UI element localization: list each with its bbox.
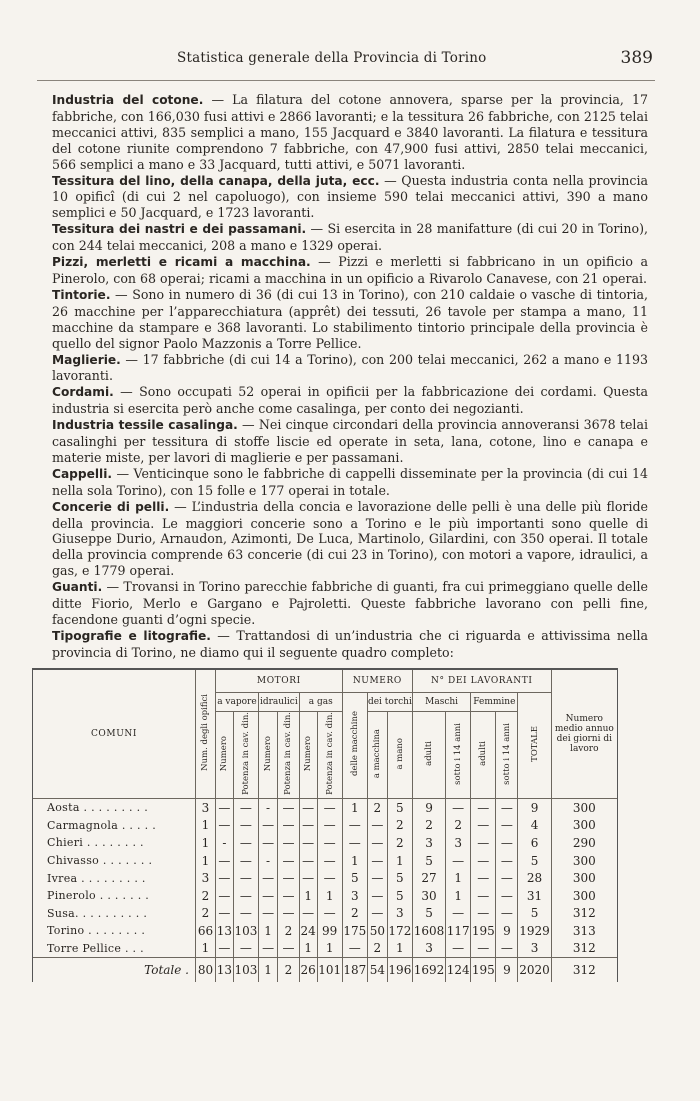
paragraph-body: — L’industria della concia e lavorazione delle pelli è una delle più floride della provincia. Le maggiori concerie sono a Torino e le più importanti sono quelle di Giuseppe Durio, Arnaudon, Azimonti, De Luca, Martinolo, Gilardini, con 350 operai. Il totale della provincia comprende 63 concerie (di cui 23 in Torino), con motori a vapore, idraulici, a gas, e 1779 operai. [52,498,648,579]
table-cell: — [446,852,471,870]
table-cell: 1 [446,869,471,887]
table-cell: — [233,887,258,905]
table-cell: 99 [317,922,342,940]
paragraph-heading: Tessitura del lino, della canapa, della juta, ecc. [52,173,380,188]
paragraph [52,417,648,466]
table-row [33,834,618,852]
page-number: 389 [620,48,653,68]
table-cell: 1 [195,817,215,835]
table-cell: — [496,887,518,905]
motori-idraulici: idraulici [258,693,299,712]
table-cell: 1 [299,887,317,905]
femmine-header: Femmine [471,693,518,712]
table-row [33,904,618,922]
paragraph [52,466,648,499]
gas-potenza: Potenza in cav. din. [317,712,342,799]
table-cell: — [215,904,233,922]
total-cell: 101 [317,958,342,983]
table-cell: 5 [342,869,367,887]
table-row [33,852,618,870]
table-row [33,798,618,816]
total-cell: 195 [471,958,496,983]
table-cell: 1 [446,887,471,905]
table-cell: 30 [412,887,445,905]
paragraph-heading: Tipografie e litografie. [52,628,211,643]
paragraph-heading: Guanti. [52,580,103,595]
table-cell: — [367,817,387,835]
table-cell: 3 [342,887,367,905]
numero-header: NUMERO [342,669,412,693]
table-cell: 300 [551,887,617,905]
total-cell: 103 [233,958,258,983]
table-cell: 1 [342,798,367,816]
table-cell: — [215,940,233,958]
table-cell: 2 [367,798,387,816]
total-cell: 26 [299,958,317,983]
table-cell: 3 [446,834,471,852]
table-cell: — [299,798,317,816]
table-cell: — [299,817,317,835]
table-cell: — [367,834,387,852]
femmine-adulte: adulti [471,712,496,799]
table-cell: 2 [278,922,300,940]
table-cell: 5 [387,798,412,816]
table-cell: — [496,852,518,870]
total-label: Totale . [33,958,196,983]
comune-name: Torre Pellice . . . [33,940,196,958]
table-cell: 1 [317,887,342,905]
table-cell: — [471,887,496,905]
paragraph-body: — La filatura del cotone annovera, sparse per la provincia, 17 fabbriche, con 166,030 fusi attivi e 2866 lavoranti; e la tessitura 26 fabbriche, con 2125 telai meccanici attivi, 835 semplici a mano, 155 Jacquard e 3840 lavoranti. La filatura e tessitura del cotone riunite comprendono 7 fabbriche, con 47,900 fusi attivi, 2850 telai meccanici, 566 semplici a mano e 33 Jacquard, tutti attivi, e 5071 lavoranti. [52,92,648,172]
comune-name: Susa. . . . . . . . . . [33,904,196,922]
total-cell: 124 [446,958,471,983]
table-row [33,887,618,905]
table-cell: — [278,904,300,922]
table-cell: 117 [446,923,470,938]
macchine-header: delle macchine [342,693,367,799]
table-cell: — [367,852,387,870]
table-cell: — [446,904,471,922]
total-cell: 13 [215,958,233,983]
table-cell: 27 [412,869,445,887]
running-title: Statistica generale della Provincia di Torino [177,50,487,66]
total-cell: 187 [342,958,367,983]
table-cell: 66 [195,922,215,940]
idraulici-potenza: Potenza in cav. din. [278,712,300,799]
table-cell: 9 [496,922,518,940]
table-row [33,922,618,940]
paragraph [52,579,648,628]
table-cell: 9 [412,798,445,816]
totale-header: TOTALE [518,693,551,799]
table-cell: 4 [518,817,551,835]
table-cell: 300 [551,852,617,870]
table-cell: — [342,834,367,852]
table-cell: 300 [551,798,617,816]
paragraph-heading: Tessitura dei nastri e dei passamani. [52,222,307,237]
table-cell: 2 [342,904,367,922]
table-cell: — [496,834,518,852]
table-cell: 13 [216,923,233,938]
table-cell: — [215,869,233,887]
table-cell: — [317,798,342,816]
total-cell: 80 [195,958,215,983]
vapore-potenza: Potenza in cav. din. [233,712,258,799]
total-cell: 2020 [518,958,551,983]
table-cell: — [258,887,277,905]
torchi-macchina: a macchina [367,712,387,799]
table-cell: — [233,834,258,852]
table-cell: — [471,798,496,816]
table-cell: — [317,817,342,835]
table-cell: — [367,904,387,922]
paragraph-heading: Maglierie. [52,352,121,367]
table-cell: — [496,904,518,922]
paragraph [52,254,648,287]
table-cell: 312 [551,940,617,958]
table-cell: 2 [387,834,412,852]
table-cell: 1 [195,852,215,870]
table-cell: - [258,798,277,816]
table-cell: 5 [387,887,412,905]
torchi-mano: a mano [387,712,412,799]
table-cell: 300 [551,869,617,887]
table-cell: — [278,798,300,816]
comune-name: Chieri . . . . . . . . [33,834,196,852]
table-cell: 300 [551,817,617,835]
maschi-adulti: adulti [412,712,445,799]
table-cell: — [278,887,300,905]
table-body [33,798,618,982]
page-header [37,40,655,81]
idraulici-numero: Numero [258,712,277,799]
table-cell: — [299,869,317,887]
paragraph-body: — Si esercita in 28 manifatture (di cui 20 in Torino), con 244 telai meccanici, 208 a mano e 1329 operai. [52,221,648,254]
table-cell: — [215,852,233,870]
comune-name: Chivasso . . . . . . . [33,852,196,870]
motori-header: MOTORI [215,669,342,693]
table-cell: - [258,852,277,870]
table-cell: 50 [367,922,387,940]
table-cell: — [258,904,277,922]
table-cell: 24 [300,923,316,938]
paragraph [52,287,648,352]
table-cell: 2 [195,887,215,905]
table-cell: 2 [412,817,445,835]
table-cell: 5 [518,852,551,870]
paragraph [52,92,648,173]
table-cell: 1 [299,940,317,958]
paragraph-body: — Trovansi in Torino parecchie fabbriche di guanti, fra cui primeggiano quelle delle ditte Fiorio, Merlo e Gargano e Pajroletti. Queste fabbriche lavorano con pelli fine, facendone guanti d’ogni specie. [52,579,648,627]
table-cell: 313 [551,922,617,940]
paragraph-heading: Tintorie. [52,287,111,302]
paragraph-body: — Questa industria conta nella provincia 10 opificî (di cui 2 nel capoluogo), con insieme 590 telai meccanici attivi, 390 a mano semplici e 50 Jacquard, e 1723 lavoranti. [52,172,649,221]
table-cell: 1 [387,852,412,870]
table-cell: — [215,817,233,835]
table-cell: — [278,852,300,870]
table-cell: — [258,940,277,958]
table-cell: 2 [387,817,412,835]
paragraph [52,384,648,417]
comune-name: Aosta . . . . . . . . . [33,798,196,816]
table-cell: — [215,887,233,905]
table-cell: — [317,852,342,870]
gas-numero: Numero [299,712,317,799]
table-cell: 1 [195,834,215,852]
femmine-sotto14: sotto i 14 anni [496,712,518,799]
paragraph-body: — Sono in numero di 36 (di cui 13 in Torino), con 210 caldaie o vasche di tintoria, 26 macchine per l’apparecchiatura (apprêt) dei tessuti, 26 tavole per stampa a mano, 11 macchine da stampare e 368 lavoranti. Lo stabilimento tintorio principale della provincia è quello del signor Paolo Mazzonis a Torre Pellice. [52,286,648,351]
table-cell: 195 [471,923,495,938]
table-cell: 1929 [519,923,550,938]
body-text [52,92,648,661]
table-cell: — [233,852,258,870]
torchi-header: dei torchi [367,693,412,712]
paragraph [52,499,648,580]
lavoranti-header: N° DEI LAVORANTI [412,669,551,693]
total-cell: 1 [258,958,277,983]
table-cell: — [471,869,496,887]
total-row [33,958,618,983]
paragraph-heading: Industria tessile casalinga. [52,418,238,433]
table-row [33,817,618,835]
comuni-header: COMUNI [33,669,196,798]
table-cell: — [342,940,367,958]
table-cell: — [258,834,277,852]
table-cell: - [215,834,233,852]
table-cell: — [258,869,277,887]
table-cell: — [278,834,300,852]
table-cell: 3 [195,869,215,887]
paragraph-body: — Pizzi e merletti si fabbricano in un opificio a Pinerolo, con 68 operai; ricami a macchina in un opificio a Rivarolo Canavese, con 21 operai. [52,254,648,286]
table-cell: — [342,817,367,835]
table-cell: 2 [367,940,387,958]
table-cell: — [233,869,258,887]
maschi-sotto14: sotto i 14 anni [446,712,471,799]
table-cell: — [471,817,496,835]
table-cell: — [278,940,300,958]
table-cell: — [317,834,342,852]
num-opifici-header: Num. degli opifici [195,669,215,798]
table-cell: 9 [518,798,551,816]
table-cell: — [446,940,471,958]
vapore-numero: Numero [215,712,233,799]
total-cell: 54 [367,958,387,983]
table-cell: 175 [343,923,367,938]
total-cell: 312 [551,958,617,983]
table-cell: — [299,852,317,870]
motori-gas: a gas [299,693,342,712]
table-cell: — [446,798,471,816]
paragraph-body: — Sono occupati 52 operai in opificii per la fabbricazione dei cordami. Questa industria si esercita però anche come casalinga, per conto dei negozianti. [52,384,648,417]
table-cell: 2 [446,817,471,835]
total-cell: 196 [387,958,412,983]
paragraph-heading: Pizzi, merletti e ricami a macchina. [52,255,311,270]
table-cell: 3 [412,834,445,852]
paragraph-body: — Trattandosi di un’industria che ci riguarda e attivissima nella provincia di Torino, ne diamo qui il seguente quadro completo: [52,627,649,660]
paragraph-body: — 17 fabbriche (di cui 14 a Torino), con 200 telai meccanici, 262 a mano e 1193 lavoranti. [52,351,648,384]
table-cell: — [299,904,317,922]
table-cell: 1 [195,940,215,958]
table-cell: 1 [258,922,277,940]
paragraph-heading: Concerie di pelli. [52,499,170,514]
table-cell: — [317,869,342,887]
total-cell: 2 [278,958,300,983]
table-cell: — [471,904,496,922]
table-cell: — [233,817,258,835]
table-cell: — [471,940,496,958]
table-cell: — [496,869,518,887]
table-cell: — [215,798,233,816]
table-cell: 172 [388,923,412,938]
paragraph-body: — Venticinque sono le fabbriche di cappelli disseminate per la provincia (di cui 14 nella sola Torino), con 15 folle e 177 operai in totale. [52,465,648,498]
paragraph-heading: Cappelli. [52,466,113,481]
table-cell: — [367,869,387,887]
table-cell: 1608 [413,923,445,938]
table-cell: — [233,798,258,816]
paragraph-body: — Nei cinque circondari della provincia annoveransi 3678 telai casalinghi per tessitura di stoffe liscie ed operate in seta, lana, cotone, lino e canapa e materie miste, per lavori di maglierie e per passamani. [52,417,648,465]
table-cell: 3 [195,798,215,816]
paragraph [52,173,648,222]
table-cell: 103 [234,923,258,938]
paragraph [52,628,648,661]
table-cell: 290 [551,834,617,852]
comune-name: Carmagnola . . . . . [33,817,196,835]
table-cell: — [233,904,258,922]
table-cell: — [367,887,387,905]
table-cell: 3 [412,940,445,958]
paragraph [52,221,648,254]
table-cell: — [496,940,518,958]
table-cell: 5 [412,852,445,870]
table-cell: — [278,869,300,887]
comune-name: Pinerolo . . . . . . . [33,887,196,905]
printing-statistics-table [32,668,618,982]
table-cell: — [317,904,342,922]
table-cell: 5 [412,904,445,922]
comune-name: Ivrea . . . . . . . . . [33,869,196,887]
table-cell: — [233,940,258,958]
table-cell: 312 [551,904,617,922]
table-cell: 1 [387,940,412,958]
table-cell: 6 [518,834,551,852]
table-cell: 2 [195,904,215,922]
paragraph-heading: Industria del cotone. [52,93,204,107]
table-cell: — [299,834,317,852]
total-cell: 9 [496,958,518,983]
table-cell: — [496,817,518,835]
table-row [33,869,618,887]
table-cell: 3 [387,904,412,922]
table-cell: 1 [342,852,367,870]
comune-name: Torino . . . . . . . . [33,922,196,940]
table-cell: — [496,798,518,816]
total-cell: 1692 [412,958,445,983]
table-row [33,940,618,958]
table-cell: 5 [518,904,551,922]
table-cell: — [258,817,277,835]
table-cell: 28 [518,869,551,887]
giorni-header: Numero medio annuo dei giorni di lavoro [551,669,617,798]
maschi-header: Maschi [412,693,470,712]
table-cell: — [278,817,300,835]
table-cell: — [471,852,496,870]
table-cell: 5 [387,869,412,887]
table-cell: — [471,834,496,852]
paragraph-heading: Cordami. [52,385,114,400]
paragraph [52,352,648,385]
table-cell: 3 [518,940,551,958]
table-cell: 31 [518,887,551,905]
table-cell: 1 [317,940,342,958]
motori-vapore: a vapore [215,693,258,712]
